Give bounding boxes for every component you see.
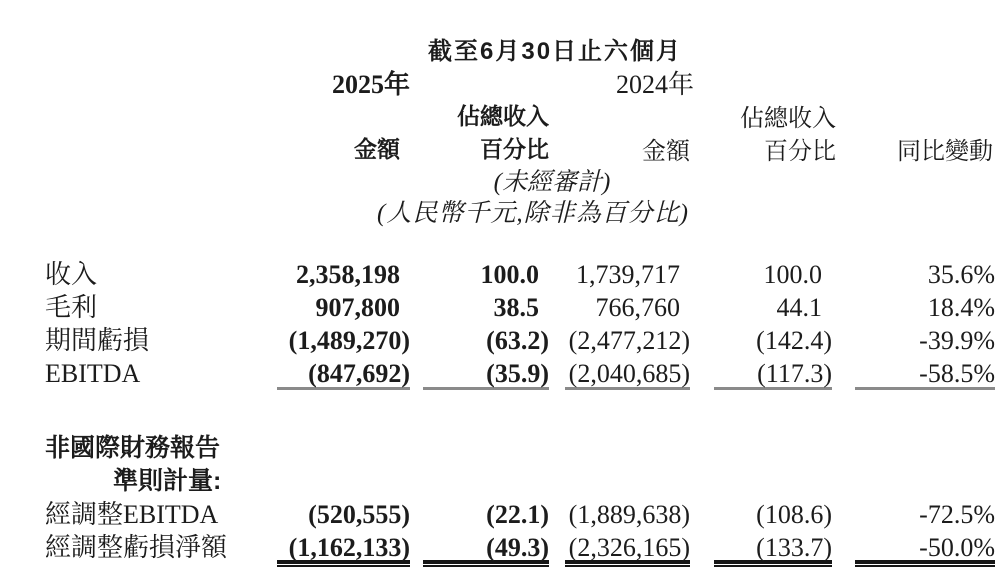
- percentage-2024-cell: 100.0: [763, 260, 822, 289]
- yoy-change-cell: 18.4%: [927, 293, 995, 322]
- year-2025-header: 2025年: [331, 70, 410, 99]
- column-gap: [690, 531, 714, 564]
- yoy-change-cell: -50.0%: [855, 531, 995, 564]
- amount-2025-header: 金額: [354, 136, 400, 162]
- row-label: 經調整EBITDA: [45, 500, 219, 529]
- pct-of-revenue-2024-header: 佔總收入: [740, 106, 836, 132]
- row-label: 期間虧損: [45, 326, 150, 355]
- non-ifrs-section-title-line2: 準則計量:: [113, 467, 222, 495]
- percentage-2024-cell: (142.4): [756, 326, 832, 355]
- row-label: 毛利: [45, 293, 98, 322]
- column-gap: [549, 291, 565, 324]
- column-gap: [832, 531, 855, 564]
- percentage-2024-cell: 44.1: [776, 293, 822, 322]
- amount-2025-cell: 2,358,198: [296, 260, 400, 289]
- amount-2024-cell: 766,760: [595, 293, 680, 322]
- column-gap: [549, 498, 565, 531]
- financial-table: [45, 258, 995, 564]
- column-gap: [549, 258, 565, 291]
- percentage-2024-cell: (108.6): [756, 500, 832, 529]
- column-gap: [410, 498, 423, 531]
- year-2024-header: 2024年: [615, 70, 694, 99]
- column-gap: [410, 258, 423, 291]
- column-gap: [549, 357, 565, 390]
- amount-2024-header: 金額: [642, 139, 690, 165]
- column-gap: [549, 531, 565, 564]
- column-gap: [690, 291, 714, 324]
- column-gap: [549, 324, 565, 357]
- percentage-2024-cell: (117.3): [714, 357, 832, 390]
- column-gap: [410, 531, 423, 564]
- column-gap: [690, 357, 714, 390]
- percentage-2025-cell: 38.5: [493, 293, 539, 322]
- period-title: 截至6月30日止六個月: [428, 38, 683, 65]
- column-gap: [690, 498, 714, 531]
- percentage-2025-cell: (63.2): [486, 326, 549, 355]
- row-label: EBITDA: [45, 359, 141, 388]
- row-label: 經調整虧損淨額: [45, 533, 228, 562]
- yoy-change-cell: -39.9%: [919, 326, 995, 355]
- row-label: 收入: [45, 260, 98, 289]
- amount-2024-cell: (1,889,638): [568, 500, 690, 529]
- amount-2025-cell: (847,692): [277, 357, 410, 390]
- column-gap: [832, 324, 855, 357]
- column-gap: [832, 258, 855, 291]
- amount-2025-cell: (1,489,270): [288, 326, 410, 355]
- yoy-change-cell: -58.5%: [855, 357, 995, 390]
- unaudited-note: (未經審計): [493, 169, 611, 196]
- percentage-2025-cell: (22.1): [486, 500, 549, 529]
- percentage-2024-header: 百分比: [764, 139, 836, 165]
- yoy-change-header: 同比變動: [897, 139, 993, 165]
- percentage-2025-cell: (35.9): [423, 357, 549, 390]
- amount-2025-cell: (1,162,133): [277, 531, 410, 564]
- amount-2025-cell: 907,800: [315, 293, 400, 322]
- column-gap: [410, 324, 423, 357]
- column-gap: [690, 324, 714, 357]
- amount-2024-cell: (2,477,212): [568, 326, 690, 355]
- column-gap: [832, 291, 855, 324]
- column-gap: [410, 291, 423, 324]
- column-gap: [410, 357, 423, 390]
- amount-2024-cell: 1,739,717: [576, 260, 680, 289]
- currency-note: (人民幣千元,除非為百分比): [377, 200, 689, 227]
- column-gap: [832, 498, 855, 531]
- column-gap: [690, 258, 714, 291]
- amount-2025-cell: (520,555): [308, 500, 410, 529]
- column-gap: [832, 357, 855, 390]
- percentage-2025-cell: 100.0: [480, 260, 539, 289]
- non-ifrs-section-title-line1: 非國際財務報告: [45, 434, 221, 462]
- percentage-2025-cell: (49.3): [423, 531, 549, 564]
- section-spacer: [45, 390, 995, 432]
- pct-of-revenue-2025-header: 佔總收入: [457, 103, 549, 129]
- amount-2024-cell: (2,326,165): [565, 531, 690, 564]
- yoy-change-cell: 35.6%: [927, 260, 995, 289]
- amount-2024-cell: (2,040,685): [565, 357, 690, 390]
- percentage-2024-cell: (133.7): [714, 531, 832, 564]
- yoy-change-cell: -72.5%: [919, 500, 995, 529]
- percentage-2025-header: 百分比: [480, 136, 549, 162]
